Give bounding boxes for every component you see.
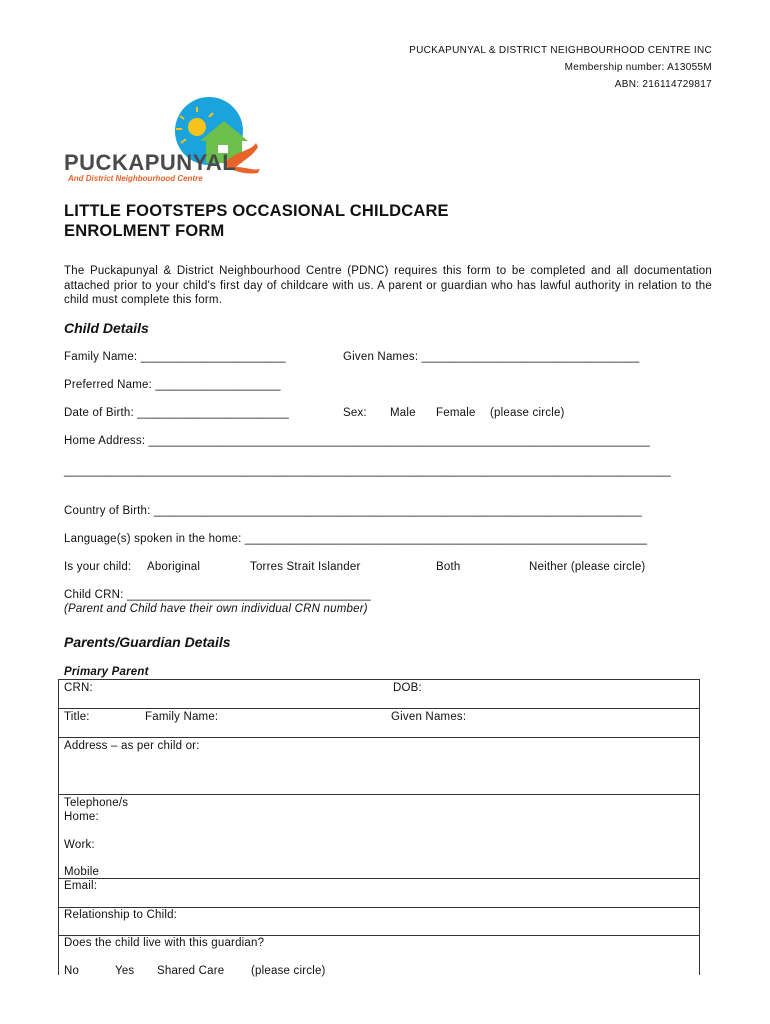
child-crn-note: (Parent and Child have their own individual CRN number) [64, 603, 368, 615]
primary-parent-table [58, 679, 700, 975]
child-details-heading: Child Details [64, 320, 149, 336]
dob-field[interactable]: Date of Birth: _______________________ [64, 407, 290, 419]
relationship-label[interactable]: Relationship to Child: [64, 909, 178, 921]
logo-subtitle: And District Neighbourhood Centre [68, 174, 203, 183]
address-label[interactable]: Address – as per child or: [64, 740, 200, 752]
logo-wordmark: PUCKAPUNYAL [64, 150, 237, 175]
dob-label[interactable]: DOB: [393, 682, 422, 694]
given-names-label[interactable]: Given Names: [391, 711, 467, 723]
row-email [59, 879, 699, 908]
email-label[interactable]: Email: [64, 880, 98, 892]
logo [64, 95, 264, 185]
child-crn-field[interactable]: Child CRN: _____________________________________ [64, 589, 371, 601]
intro-paragraph: The Puckapunyal & District Neighbourhood Centre (PDNC) requires this form to be completed and all documentation attached prior to your child's first day of childcare with us. A parent or guardian who has lawful authority in relation to the child must complete this form. [64, 265, 712, 306]
row-crn-dob [59, 680, 699, 709]
row-relationship [59, 908, 699, 936]
telephones-label: Telephone/s [64, 797, 129, 809]
sex-option-female[interactable]: Female [436, 407, 476, 419]
lives-with-no[interactable]: No [64, 965, 80, 977]
lives-with-shared[interactable]: Shared Care [157, 965, 225, 977]
home-phone-label[interactable]: Home: [64, 811, 99, 823]
lives-with-label: Does the child live with this guardian? [64, 937, 265, 949]
org-header [409, 42, 712, 93]
option-neither[interactable]: Neither (please circle) [529, 561, 646, 573]
row-address [59, 738, 699, 795]
work-phone-label[interactable]: Work: [64, 839, 95, 851]
home-address-line2[interactable]: ____________________________________________________________________________________________ [64, 465, 671, 477]
option-torres-strait[interactable]: Torres Strait Islander [250, 561, 361, 573]
form-title-line1: LITTLE FOOTSTEPS OCCASIONAL CHILDCARE [64, 202, 449, 220]
sex-option-male[interactable]: Male [390, 407, 416, 419]
lives-with-yes[interactable]: Yes [115, 965, 135, 977]
option-both[interactable]: Both [436, 561, 461, 573]
languages-field[interactable]: Language(s) spoken in the home: _____________________________________________________________ [64, 533, 648, 545]
title-label[interactable]: Title: [64, 711, 90, 723]
parents-heading: Parents/Guardian Details [64, 634, 231, 650]
membership-number: Membership number: A13055M [564, 62, 712, 73]
crn-label[interactable]: CRN: [64, 682, 93, 694]
given-names-field[interactable]: Given Names: _________________________________ [343, 351, 640, 363]
sex-label: Sex: [343, 407, 367, 419]
preferred-name-field[interactable]: Preferred Name: ___________________ [64, 379, 281, 391]
family-name-field[interactable]: Family Name: ______________________ [64, 351, 286, 363]
sex-please-circle: (please circle) [490, 407, 565, 419]
option-aboriginal[interactable]: Aboriginal [147, 561, 201, 573]
org-name: PUCKAPUNYAL & DISTRICT NEIGHBOURHOOD CENTRE INC [409, 45, 712, 56]
form-title [64, 201, 449, 241]
home-address-field[interactable]: Home Address: ____________________________________________________________________________ [64, 435, 650, 447]
abn: ABN: 216114729817 [614, 79, 712, 90]
row-lives-with [59, 936, 699, 975]
family-name-label[interactable]: Family Name: [145, 711, 219, 723]
mobile-phone-label[interactable]: Mobile [64, 866, 100, 878]
form-title-line2: ENROLMENT FORM [64, 222, 225, 240]
primary-parent-label: Primary Parent [64, 666, 149, 678]
is-your-child-label: Is your child: [64, 561, 132, 573]
row-telephones [59, 795, 699, 879]
row-names [59, 709, 699, 738]
lives-with-please-circle: (please circle) [251, 965, 326, 977]
country-of-birth-field[interactable]: Country of Birth: __________________________________________________________________________ [64, 505, 642, 517]
